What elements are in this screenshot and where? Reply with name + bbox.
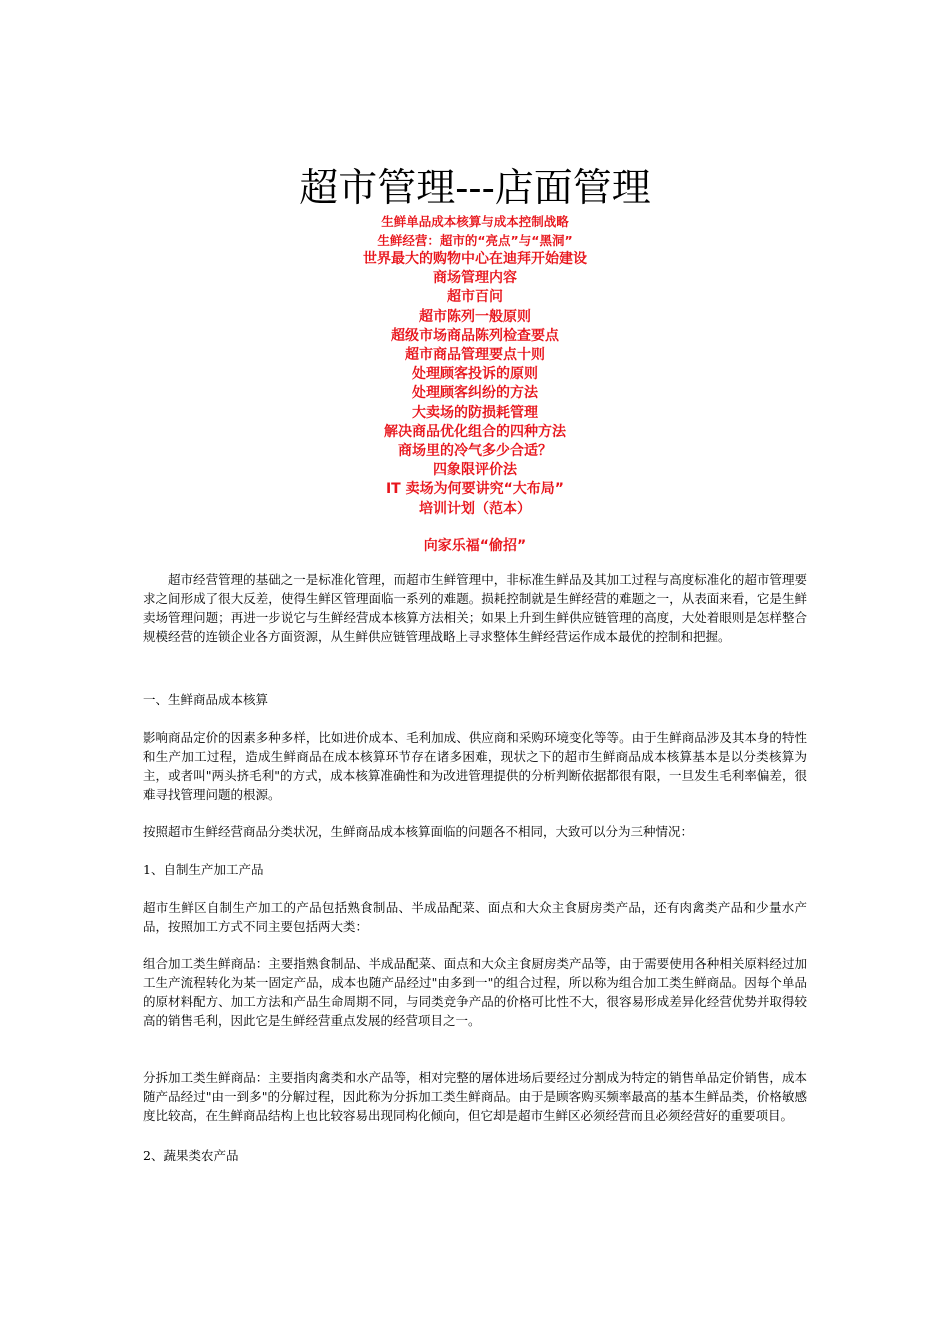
body-paragraph: 超市生鲜区自制生产加工的产品包括熟食制品、半成品配菜、面点和大众主食厨房类产品，还有肉禽类产品和少量水产品，按照加工方式不同主要包括两大类： [143,900,807,934]
article-link[interactable]: 生鲜单品成本核算与成本控制战略 [381,214,569,229]
article-link[interactable]: 四象限评价法 [433,462,517,479]
article-link[interactable]: 解决商品优化组合的四种方法 [384,423,566,440]
article-link[interactable]: 超市百问 [447,289,503,306]
article-link[interactable]: 向家乐福“偷招” [423,537,527,554]
article-link[interactable]: 超市陈列一般原则 [419,308,531,325]
article-link[interactable]: 商场里的冷气多少合适？ [398,443,552,460]
body-paragraph: 分拆加工类生鲜商品：主要指肉禽类和水产品等，相对完整的屠体进场后要经过分割成为特定的销售单品定价销售，成本随产品经过"由一到多"的分解过程，因此称为分拆加工类生鲜商品。由于是顾客购买频率最高的基本生鲜品类，价格敏感度比较高，在生鲜商品结构上也比较容易出现同构化倾向，但它却是超市生鲜区必须经营而且必须经营好的重要项目。 [143,1070,807,1123]
article-link[interactable]: 商场管理内容 [433,270,517,287]
subsection-heading: 2、蔬果类农产品 [143,1148,239,1163]
document-title: 超市管理---店面管理 [299,166,651,211]
article-link[interactable]: 处理顾客投诉的原则 [412,366,538,383]
body-paragraph: 影响商品定价的因素多种多样，比如进价成本、毛利加成、供应商和采购环境变化等等。由于生鲜商品涉及其本身的特性和生产加工过程，造成生鲜商品在成本核算环节存在诸多困难，现状之下的超市生鲜商品成本核算基本是以分类核算为主，或者叫"两头挤毛利"的方式，成本核算准确性和为改进管理提供的分析判断依据都很有限，一旦发生毛利率偏差，很难寻找管理问题的根源。 [143,730,807,802]
article-link[interactable]: IT 卖场为何要讲究“大布局” [385,481,565,498]
article-link[interactable]: 超级市场商品陈列检查要点 [391,327,559,344]
article-link[interactable]: 处理顾客纠纷的方法 [412,385,538,402]
article-link[interactable]: 超市商品管理要点十则 [405,347,545,364]
article-link[interactable]: 生鲜经营：超市的“亮点”与“黑洞” [377,233,573,248]
subsection-heading: 1、自制生产加工产品 [143,862,264,877]
article-link-list [0,212,950,556]
body-paragraph: 按照超市生鲜经营商品分类状况，生鲜商品成本核算面临的问题各不相同，大致可以分为三种情况： [143,824,694,839]
article-link[interactable]: 世界最大的购物中心在迪拜开始建设 [363,251,587,267]
section-heading: 一、生鲜商品成本核算 [143,692,269,707]
article-link[interactable]: 大卖场的防损耗管理 [412,404,538,421]
intro-paragraph: 超市经营管理的基础之一是标准化管理，而超市生鲜管理中，非标准生鲜品及其加工过程与高度标准化的超市管理要求之间形成了很大反差，使得生鲜区管理面临一系列的难题。损耗控制就是生鲜经营的难题之一，从表面来看，它是生鲜卖场管理问题；再进一步说它与生鲜经营成本核算方法相关；如果上升到生鲜供应链管理的高度，大处着眼则是怎样整合规模经营的连锁企业各方面资源，从生鲜供应链管理战略上寻求整体生鲜经营运作成本最优的控制和把握。 [143,572,807,644]
article-link[interactable]: 培训计划（范本） [419,500,531,517]
body-paragraph: 组合加工类生鲜商品：主要指熟食制品、半成品配菜、面点和大众主食厨房类产品等，由于需要使用各种相关原料经过加工生产流程转化为某一固定产品，成本也随产品经过"由多到一"的组合过程，所以称为组合加工类生鲜商品。因每个单品的原材料配方、加工方法和产品生命周期不同，与同类竞争产品的价格可比性不大，很容易形成差异化经营优势并取得较高的销售毛利，因此它是生鲜经营重点发展的经营项目之一。 [143,956,807,1028]
